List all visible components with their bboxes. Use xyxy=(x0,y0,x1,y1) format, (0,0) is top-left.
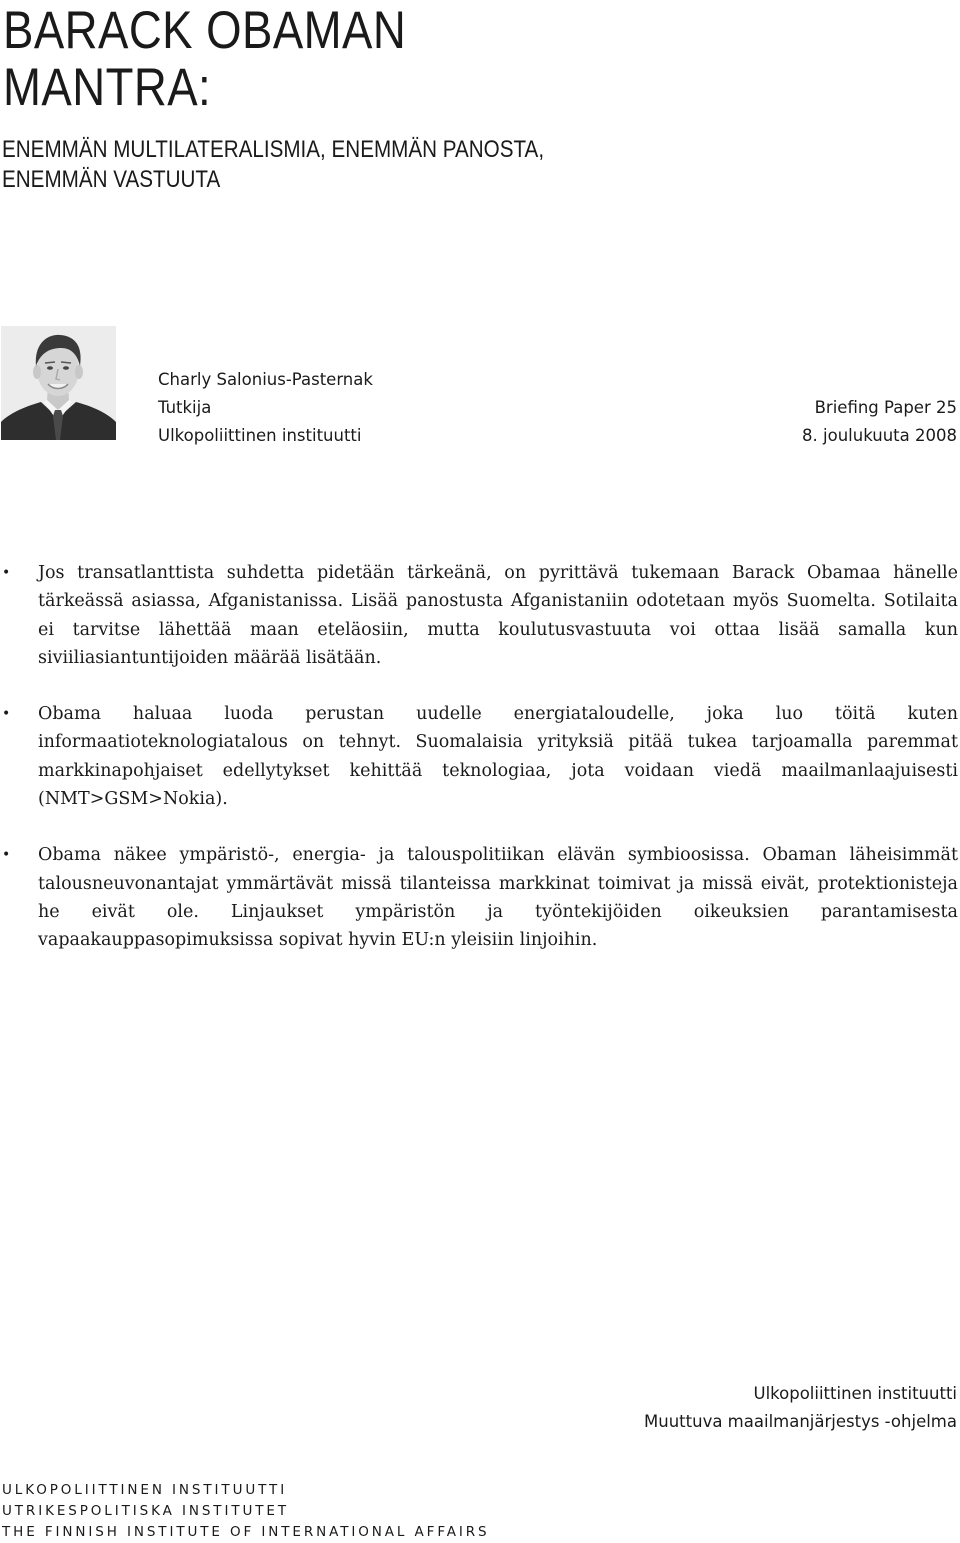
author-portrait-image xyxy=(1,326,116,440)
key-point-text: Jos transatlanttista suhdetta pidetään tärkeänä, on pyrittävä tukemaan Barack Obamaa hänelle tärkeässä asiassa, Afganistanissa. Lisää panostusta Afganistaniin odotetaan myös Suomelta. Sotilaita ei tarvitse lähettää maan eteläosiin, mutta koulutusvastuuta voi ottaa lisää samalla kun siviiliasiantuntijoiden määrää lisätään. xyxy=(38,563,958,668)
subtitle-line-1: ENEMMÄN MULTILATERALISMIA, ENEMMÄN PANOSTA, xyxy=(2,136,545,163)
bullet-dot-icon: • xyxy=(2,565,11,581)
subtitle-line-2: ENEMMÄN VASTUUTA xyxy=(2,166,221,193)
author-name: Charly Salonius-Pasternak xyxy=(158,370,373,389)
page-subtitle xyxy=(2,135,544,195)
institute-logo-text xyxy=(2,1480,490,1543)
page-title xyxy=(3,2,406,116)
program-info xyxy=(644,1380,957,1436)
briefing-paper-number: Briefing Paper 25 xyxy=(814,398,957,417)
author-role: Tutkija xyxy=(158,398,212,417)
key-point-text: Obama näkee ympäristö-, energia- ja talouspolitiikan elävän symbioosissa. Obaman läheisimmät talousneuvonantajat ymmärtävät missä tilanteissa markkinat toimivat ja missä eivät, protektionisteja he eivät ole. Linjaukset ympäristön ja työntekijöiden oikeuksien parantamisesta vapaakauppasopimuksissa sopivat hyvin EU:n yleisiin linjoihin. xyxy=(38,845,958,951)
publication-meta xyxy=(802,394,957,450)
publication-date: 8. joulukuuta 2008 xyxy=(802,426,957,445)
title-line-1: BARACK OBAMAN xyxy=(3,1,407,60)
author-organization: Ulkopoliittinen instituutti xyxy=(158,426,362,445)
author-info xyxy=(158,366,373,450)
key-point-2 xyxy=(0,700,960,813)
bullet-dot-icon: • xyxy=(2,847,11,864)
footer-organization: Ulkopoliittinen instituutti xyxy=(753,1384,957,1403)
institute-name-en: THE FINNISH INSTITUTE OF INTERNATIONAL AFFAIRS xyxy=(2,1524,490,1540)
footer-program: Muuttuva maailmanjärjestys -ohjelma xyxy=(644,1412,957,1431)
key-point-3 xyxy=(0,841,960,954)
author-photo xyxy=(1,326,116,440)
key-point-text: Obama haluaa luoda perustan uudelle energiataloudelle, joka luo töitä kuten informaatioteknologiatalous on tehnyt. Suomalaisia yrityksiä pitää tukea tarjoamalla paremmat markkinapohjaiset edellytykset kehittää teknologiaa, jota voidaan viedä maailmanlaajuisesti (NMT>GSM>Nokia). xyxy=(38,704,958,810)
key-point-1 xyxy=(0,559,960,672)
key-points-list xyxy=(0,559,960,955)
bullet-dot-icon: • xyxy=(2,706,11,723)
title-line-2: MANTRA: xyxy=(3,58,212,117)
institute-name-sv: UTRIKESPOLITISKA INSTITUTET xyxy=(2,1503,289,1519)
institute-name-fi: ULKOPOLIITTINEN INSTITUUTTI xyxy=(2,1482,288,1498)
